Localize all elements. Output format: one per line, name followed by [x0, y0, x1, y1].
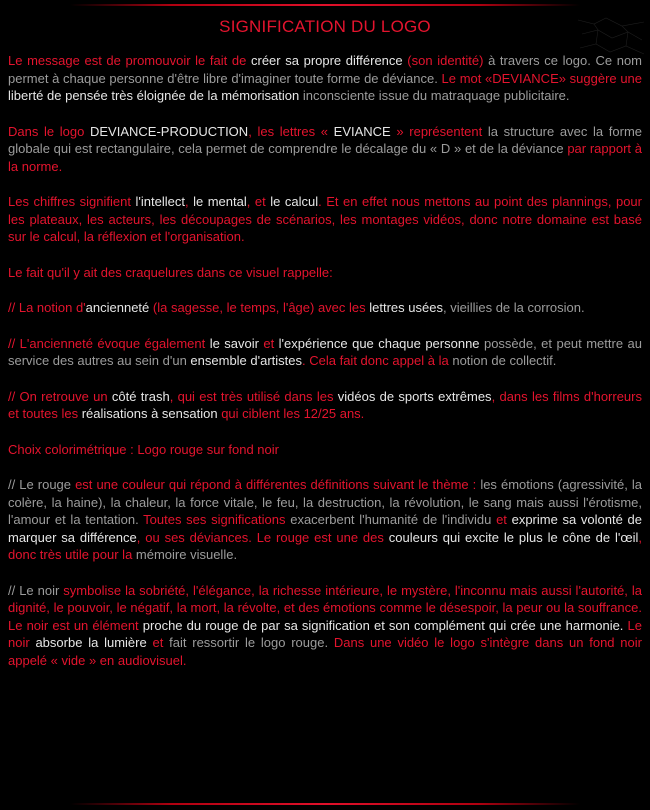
text-run: le savoir — [209, 335, 259, 351]
text-run: notion de collectif. — [452, 353, 557, 368]
text-run: liberté de pensée très éloignée de la mémorisation — [8, 88, 300, 103]
text-run: . Cela fait donc appel à la — [302, 353, 453, 368]
text-run: Le message est de promouvoir le fait de — [8, 53, 251, 68]
text-run: mémoire visuelle. — [135, 547, 238, 562]
text-run: Toutes ses significations — [138, 512, 291, 527]
text-run: possède, et peut mettre au service des autres au sein d'un — [8, 335, 642, 368]
text-run: proche du rouge de par sa signification et son complément qui crée une harmonie. — [142, 617, 624, 633]
text-run: côté trash — [111, 388, 170, 404]
paragraph-black — [8, 582, 642, 670]
text-run: Choix colorimétrique : Logo rouge sur fond noir — [8, 441, 279, 457]
text-run: par rapport à la norme. — [8, 141, 642, 174]
text-run: et — [146, 635, 170, 650]
text-run: . Et en effet nous mettons au point des plannings, pour les plateaux, les acteurs, les découpages de scénarios, les montages vidéos, donc notre domaine est basé sur le calcul, la réflexion et l'organisation. — [8, 194, 642, 244]
text-run: (son identité) — [402, 53, 489, 68]
text-run: qui ciblent les 12/25 ans. — [217, 406, 365, 421]
paragraph-trash — [8, 388, 642, 423]
text-run: exprime sa volonté de marquer sa différence — [8, 512, 643, 545]
text-run: Dans une vidéo le logo s'intègre dans un fond noir appelé « vide » en audiovisuel. — [8, 635, 642, 668]
text-run: créer sa propre différence — [250, 53, 403, 68]
text-run: le mental — [193, 194, 247, 209]
text-run: // Le noir — [8, 582, 64, 598]
paragraph-intro — [8, 52, 642, 105]
text-run: couleurs qui excite le plus le cône de l'œil — [388, 529, 639, 545]
text-run: , ou ses déviances. Le rouge est une des — [136, 529, 389, 545]
text-run: // Le rouge — [8, 477, 76, 492]
text-run: symbolise la sobriété, l'élégance, la richesse intérieure, le mystère, l'inconnu mais aussi l'autorité, la dignité, le pouvoir, le négatif, la mort, la révolte, et des émotions comme le désespoir, la peur ou la souffrance. — [8, 582, 642, 615]
text-run: » représentent — [390, 123, 488, 139]
text-run: // La notion d' — [8, 300, 86, 315]
top-divider — [70, 4, 580, 6]
text-run: (la sagesse, le temps, l'âge) avec les — [149, 300, 370, 315]
paragraph-color-choice — [8, 441, 642, 459]
text-run: DEVIANCE-PRODUCTION — [90, 123, 249, 139]
text-run: Les chiffres signifient — [8, 194, 136, 209]
text-run: ensemble d'artistes — [190, 353, 303, 368]
text-run: Le mot «DEVIANCE» suggère une — [437, 70, 643, 86]
text-run: , vieillies de la corrosion. — [442, 300, 585, 315]
text-run: Dans le logo — [8, 123, 90, 139]
text-run: , qui est très utilisé dans les — [169, 388, 338, 404]
text-run: inconsciente issue du matraquage publicitaire. — [299, 88, 570, 103]
text-run: l'intellect — [135, 194, 185, 209]
text-run: à travers ce logo. Ce nom permet à chaque personne d'être libre d'imaginer toute forme de déviance. — [8, 53, 642, 86]
text-run: , — [184, 194, 194, 209]
text-run: Le noir — [8, 617, 642, 650]
text-run: Le fait qu'il y ait des craquelures dans ce visuel rappelle: — [8, 264, 333, 280]
text-run: // On retrouve un — [8, 388, 112, 404]
text-run: est une couleur qui répond à différentes définitions suivant le thème : — [75, 477, 481, 492]
text-run: vidéos de sports extrêmes — [337, 388, 492, 404]
text-run: , les lettres « — [248, 123, 334, 139]
text-run: lettres usées — [369, 300, 443, 315]
text-run: et — [491, 512, 512, 527]
text-run: le calcul — [270, 194, 319, 209]
paragraph-red — [8, 476, 642, 564]
text-run: les émotions (agressivité, la colère, la haine), la chaleur, la force vitale, le feu, la destruction, la révolution, le sang mais aussi l'érotisme, l'amour et la tentation. — [8, 477, 642, 527]
paragraph-knowledge — [8, 335, 642, 370]
text-run: fait ressortir le logo rouge. — [169, 635, 329, 650]
text-run: EVIANCE — [333, 123, 391, 139]
paragraph-seniority — [8, 299, 642, 317]
text-run: absorbe la lumière — [35, 635, 147, 650]
text-run: , donc très utile pour la — [8, 529, 642, 562]
text-run: Le noir est un élément — [8, 617, 143, 633]
bottom-divider — [70, 803, 580, 805]
paragraph-logo-structure — [8, 123, 642, 176]
text-run: et — [258, 335, 279, 351]
text-run: réalisations à sensation — [81, 406, 218, 421]
page-title: SIGNIFICATION DU LOGO — [219, 17, 431, 36]
text-run: exacerbent l'humanité de l'individu — [290, 512, 492, 527]
text-run: l'expérience que chaque personne — [278, 335, 480, 351]
text-run: ancienneté — [85, 300, 150, 315]
text-run: , dans les films d'horreurs et toutes les — [8, 388, 642, 421]
text-run: , et — [246, 194, 271, 209]
text-run: la structure avec la forme globale qui est rectangulaire, cela permet de comprendre le décalage du « D » et de la déviance — [8, 123, 642, 156]
text-run: // L'ancienneté évoque également — [8, 335, 210, 351]
paragraph-cracks-intro — [8, 264, 642, 282]
content-body — [8, 52, 642, 687]
paragraph-numbers — [8, 193, 642, 246]
